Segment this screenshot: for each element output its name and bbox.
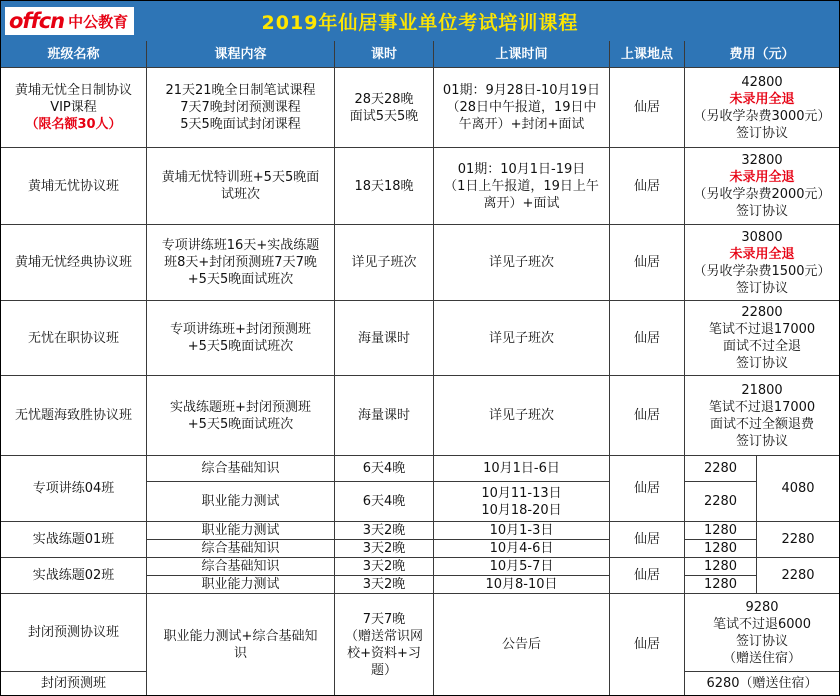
row-1-fee: 32800 未录用全退 （另收学杂费2000元） 签订协议 [685,148,839,225]
row-4-place: 仙居 [610,376,685,456]
closed-time: 公告后 [434,594,610,695]
group-0-sub-0-content: 综合基础知识 [147,456,335,482]
row-3-content: 专项讲练班+封闭预测班 +5天5晚面试班次 [147,301,335,376]
header-content: 课程内容 [147,41,335,68]
group-2-sub-0-fee: 1280 [685,558,757,576]
row-1-time: 01期：10月1日-19日 （1日上午报道，19日上午 离开）+面试 [434,148,610,225]
row-2-hours: 详见子班次 [335,225,434,301]
row-2-fee: 30800 未录用全退 （另收学杂费1500元） 签订协议 [685,225,839,301]
row-3-hours: 海量课时 [335,301,434,376]
header-place: 上课地点 [610,41,685,68]
row-2-content: 专项讲练班16天+实战练题 班8天+封闭预测班7天7晚 +5天5晚面试班次 [147,225,335,301]
row-3-fee: 22800 笔试不过退17000 面试不过全退 签订协议 [685,301,839,376]
row-3-time: 详见子班次 [434,301,610,376]
group-0-sub-0-time: 10月1日-6日 [434,456,610,482]
group-1-sub-0-content: 职业能力测试 [147,522,335,540]
row-0-place: 仙居 [610,68,685,148]
group-2-sub-0-content: 综合基础知识 [147,558,335,576]
header-class-name: 班级名称 [1,41,147,68]
row-3-name: 无忧在职协议班 [1,301,147,376]
row-0-time: 01期：9月28日-10月19日 （28日中午报道，19日中 午离开）+封闭+面试 [434,68,610,148]
row-4-hours: 海量课时 [335,376,434,456]
group-2-sub-0-hours: 3天2晚 [335,558,434,576]
group-2-sub-1-fee: 1280 [685,576,757,594]
row-4-fee: 21800 笔试不过退17000 面试不过全额退费 签订协议 [685,376,839,456]
closed-place: 仙居 [610,594,685,695]
header-fee: 费用（元） [685,41,839,68]
offcn-logo [5,7,134,35]
group-1-sub-1-fee: 1280 [685,540,757,558]
header-time: 上课时间 [434,41,610,68]
group-1-sub-0-time: 10月1-3日 [434,522,610,540]
group-2-name: 实战练题02班 [1,558,147,594]
logo-name: 中公教育 [68,12,129,31]
header-hours: 课时 [335,41,434,68]
row-2-name: 黄埔无忧经典协议班 [1,225,147,301]
closed-hours: 7天7晚 （赠送常识网 校+资料+习 题） [335,594,434,695]
group-1-place: 仙居 [610,522,685,558]
group-1-sub-1-hours: 3天2晚 [335,540,434,558]
group-0-sub-1-content: 职业能力测试 [147,482,335,522]
group-2-sub-1-time: 10月8-10日 [434,576,610,594]
closed-protocol-name: 封闭预测协议班 [1,594,147,672]
row-0-content: 21天21晚全日制笔试课程 7天7晚封闭预测课程 5天5晚面试封闭课程 [147,68,335,148]
group-2-total: 2280 [757,558,839,594]
group-2-sub-1-content: 职业能力测试 [147,576,335,594]
group-0-place: 仙居 [610,456,685,522]
page-title: 2019年仙居事业单位考试培训课程 [261,11,579,34]
row-2-place: 仙居 [610,225,685,301]
group-0-total: 4080 [757,456,839,522]
group-0-sub-1-hours: 6天4晚 [335,482,434,522]
row-2-time: 详见子班次 [434,225,610,301]
group-1-sub-1-time: 10月4-6日 [434,540,610,558]
row-1-hours: 18天18晚 [335,148,434,225]
row-1-name: 黄埔无忧协议班 [1,148,147,225]
group-1-sub-1-content: 综合基础知识 [147,540,335,558]
closed-plain-fee: 6280（赠送住宿） [706,676,818,691]
title-bar [1,1,839,42]
closed-content: 职业能力测试+综合基础知 识 [147,594,335,695]
group-0-sub-0-hours: 6天4晚 [335,456,434,482]
row-0-hours: 28天28晚 面试5天5晚 [335,68,434,148]
row-0-fee: 42800 未录用全退 （另收学杂费3000元） 签订协议 [685,68,839,148]
row-4-content: 实战练题班+封闭预测班 +5天5晚面试班次 [147,376,335,456]
row-3-place: 仙居 [610,301,685,376]
group-1-sub-0-hours: 3天2晚 [335,522,434,540]
row-1-content: 黄埔无忧特训班+5天5晚面 试班次 [147,148,335,225]
row-0-name: 黄埔无忧全日制协议 VIP课程 （限名额30人） [1,68,147,148]
group-0-sub-1-time: 10月11-13日 10月18-20日 [434,482,610,522]
row-4-name: 无忧题海致胜协议班 [1,376,147,456]
row-1-place: 仙居 [610,148,685,225]
closed-protocol-fee: 9280 笔试不过退6000 签订协议 （赠送住宿） [685,594,839,672]
group-2-sub-0-time: 10月5-7日 [434,558,610,576]
group-0-sub-0-fee: 2280 [685,456,757,482]
group-1-name: 实战练题01班 [1,522,147,558]
logo-mark: offcn [9,9,65,33]
group-1-total: 2280 [757,522,839,558]
group-2-sub-1-hours: 3天2晚 [335,576,434,594]
group-0-name: 专项讲练04班 [1,456,147,522]
closed-plain-name: 封闭预测班 [1,672,147,695]
row-4-time: 详见子班次 [434,376,610,456]
group-1-sub-0-fee: 1280 [685,522,757,540]
group-0-sub-1-fee: 2280 [685,482,757,522]
group-2-place: 仙居 [610,558,685,594]
